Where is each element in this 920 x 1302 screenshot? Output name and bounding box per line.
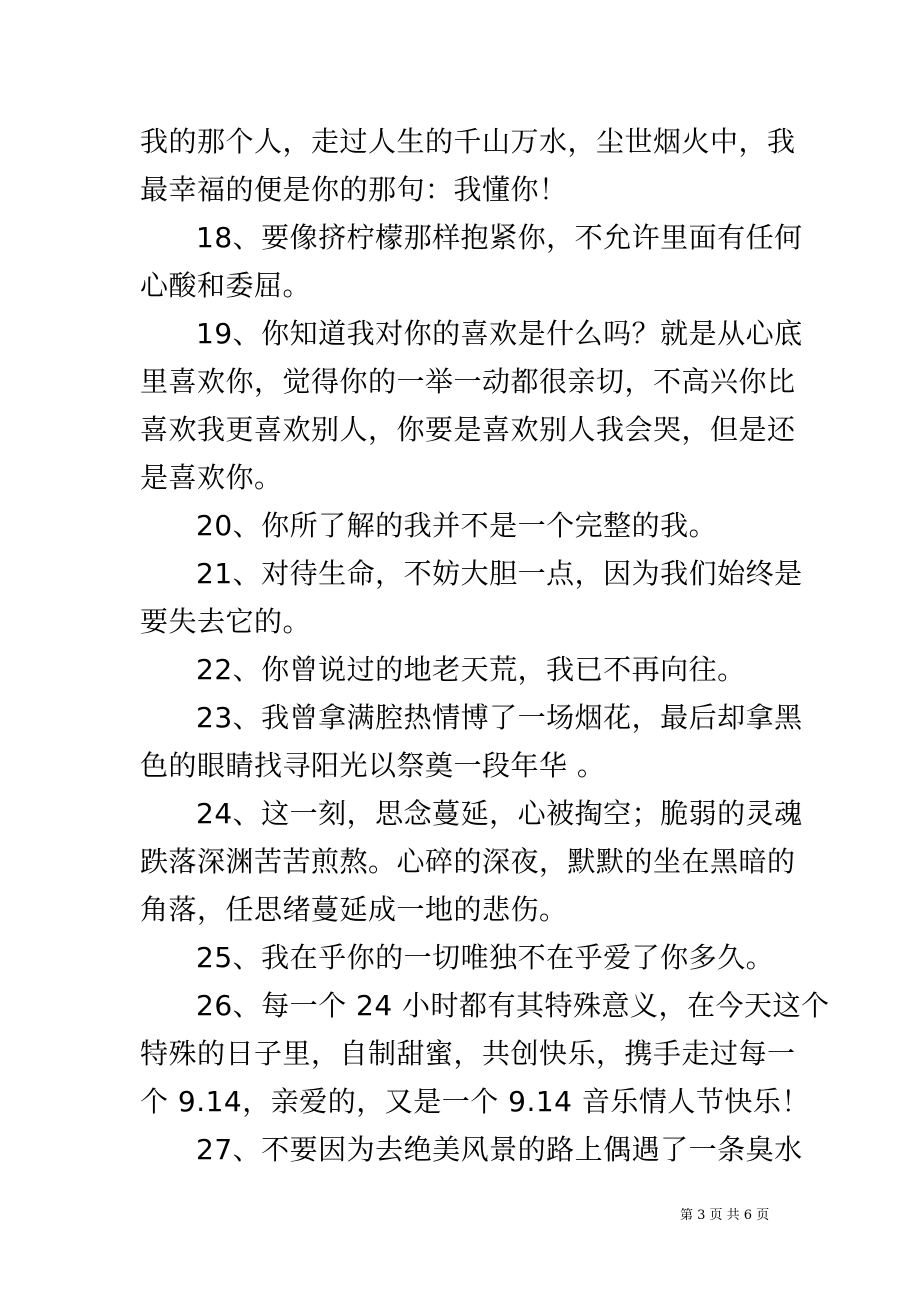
paragraph-18-line-1: 18、要像挤柠檬那样抱紧你，不允许里面有任何 (196, 221, 803, 254)
paragraph-19-line-3: 喜欢我更喜欢别人，你要是喜欢别人我会哭，但是还 (140, 413, 796, 446)
paragraph-26-line-1: 26、每一个 24 小时都有其特殊意义，在今天这个 (196, 989, 830, 1022)
paragraph-24-line-3: 角落，任思绪蔓延成一地的悲伤。 (140, 893, 568, 926)
paragraph-26-line-2: 特殊的日子里，自制甜蜜，共创快乐，携手走过每一 (140, 1037, 796, 1070)
text-line-1: 我的那个人，走过人生的千山万水，尘世烟火中，我 (140, 125, 796, 158)
paragraph-23-line-2: 色的眼睛找寻阳光以祭奠一段年华 。 (140, 749, 606, 782)
paragraph-19-line-2: 里喜欢你，觉得你的一举一动都很亲切，不高兴你比 (140, 365, 796, 398)
page-number-footer: 第 3 页 共 6 页 (680, 1208, 770, 1223)
text-line-2: 最幸福的便是你的那句：我懂你！ (140, 173, 568, 206)
paragraph-21-line-1: 21、对待生命，不妨大胆一点，因为我们始终是 (196, 557, 803, 590)
paragraph-21-line-2: 要失去它的。 (140, 605, 312, 638)
paragraph-20-line-1: 20、你所了解的我并不是一个完整的我。 (196, 509, 718, 542)
paragraph-23-line-1: 23、我曾拿满腔热情博了一场烟花，最后却拿黑 (196, 701, 803, 734)
paragraph-24-line-1: 24、这一刻，思念蔓延，心被掏空；脆弱的灵魂 (196, 797, 803, 830)
paragraph-24-line-2: 跌落深渊苦苦煎熬。心碎的深夜，默默的坐在黑暗的 (140, 845, 796, 878)
paragraph-22-line-1: 22、你曾说过的地老天荒，我已不再向往。 (196, 653, 746, 686)
paragraph-18-line-2: 心酸和委屈。 (140, 269, 312, 302)
paragraph-27-line-1: 27、不要因为去绝美风景的路上偶遇了一条臭水 (196, 1133, 803, 1166)
paragraph-19-line-1: 19、你知道我对你的喜欢是什么吗？就是从心底 (196, 317, 803, 350)
paragraph-19-line-4: 是喜欢你。 (140, 461, 283, 494)
paragraph-25-line-1: 25、我在乎你的一切唯独不在乎爱了你多久。 (196, 941, 775, 974)
paragraph-26-line-3: 个 9.14，亲爱的，又是一个 9.14 音乐情人节快乐！ (140, 1085, 810, 1118)
